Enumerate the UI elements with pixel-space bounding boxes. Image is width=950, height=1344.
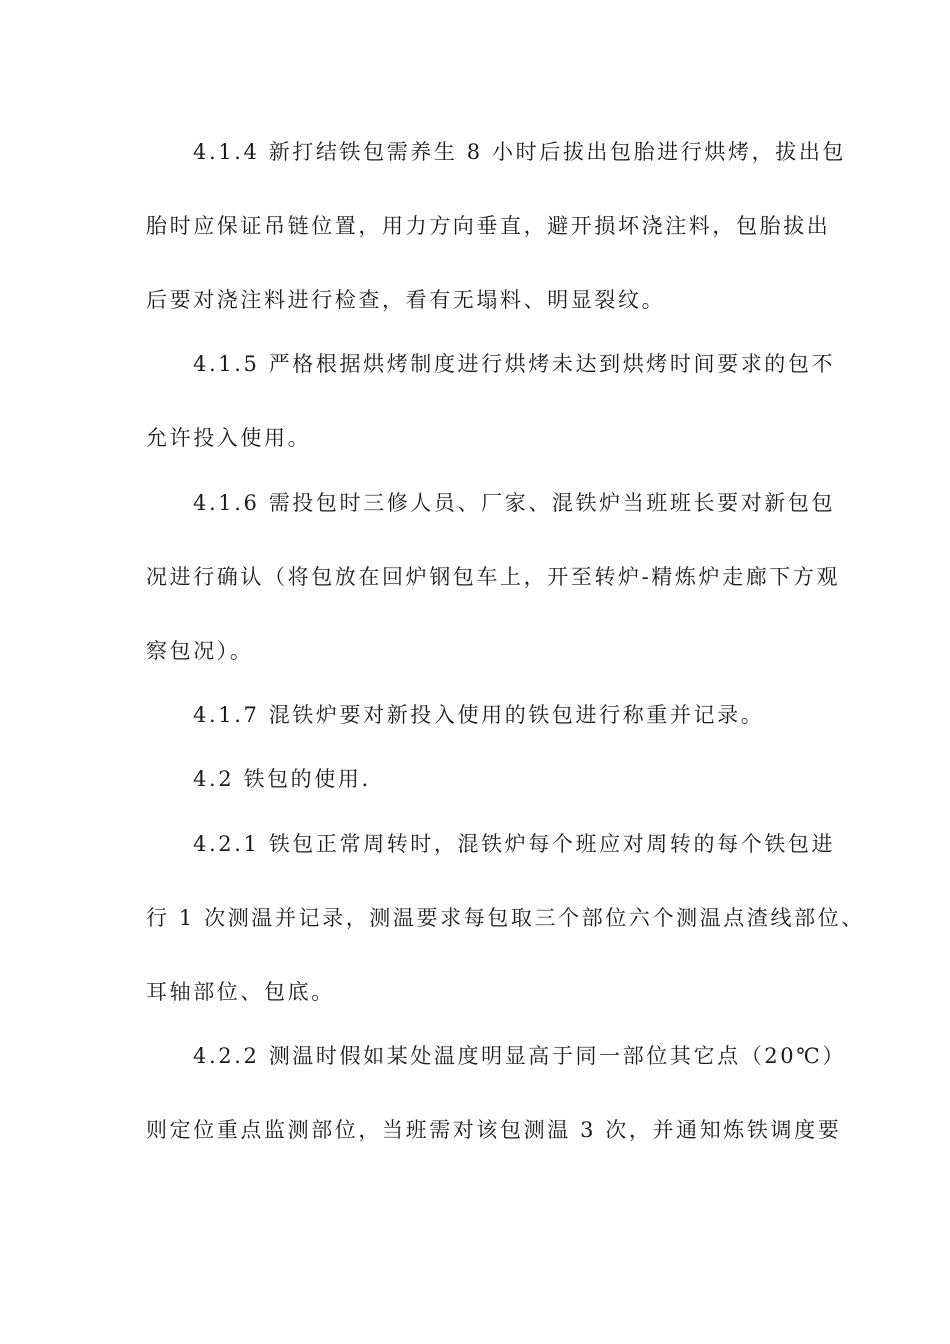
text-line: 况进行确认（将包放在回炉钢包车上，开至转炉-精炼炉走廊下方观 — [146, 565, 841, 589]
text-line: 4.1.4 新打结铁包需养生 8 小时后拔出包胎进行烘烤，拔出包 — [193, 140, 847, 164]
text-line: 4.2.1 铁包正常周转时，混铁炉每个班应对周转的每个铁包进 — [193, 832, 836, 856]
text-line: 4.2.2 测温时假如某处温度明显高于同一部位其它点（20℃） — [193, 1044, 846, 1068]
text-line: 耳轴部位、包底。 — [146, 980, 335, 1004]
text-line: 4.1.6 需投包时三修人员、厂家、混铁炉当班班长要对新包包 — [193, 491, 836, 515]
text-line: 4.2 铁包的使用. — [193, 767, 371, 791]
text-line: 则定位重点监测部位，当班需对该包测温 3 次，并通知炼铁调度要 — [146, 1118, 842, 1142]
text-line: 4.1.5 严格根据烘烤制度进行烘烤未达到烘烤时间要求的包不 — [193, 352, 836, 376]
text-line: 4.1.7 混铁炉要对新投入使用的铁包进行称重并记录。 — [193, 703, 765, 727]
text-line: 察包况）。 — [146, 639, 254, 663]
text-line: 允许投入使用。 — [146, 426, 312, 450]
text-line: 行 1 次测温并记录，测温要求每包取三个部位六个测温点渣线部位、 — [146, 906, 865, 930]
text-line: 胎时应保证吊链位置，用力方向垂直，避开损坏浇注料，包胎拔出 — [146, 214, 831, 238]
text-line: 后要对浇注料进行检查，看有无塌料、明显裂纹。 — [146, 288, 666, 312]
